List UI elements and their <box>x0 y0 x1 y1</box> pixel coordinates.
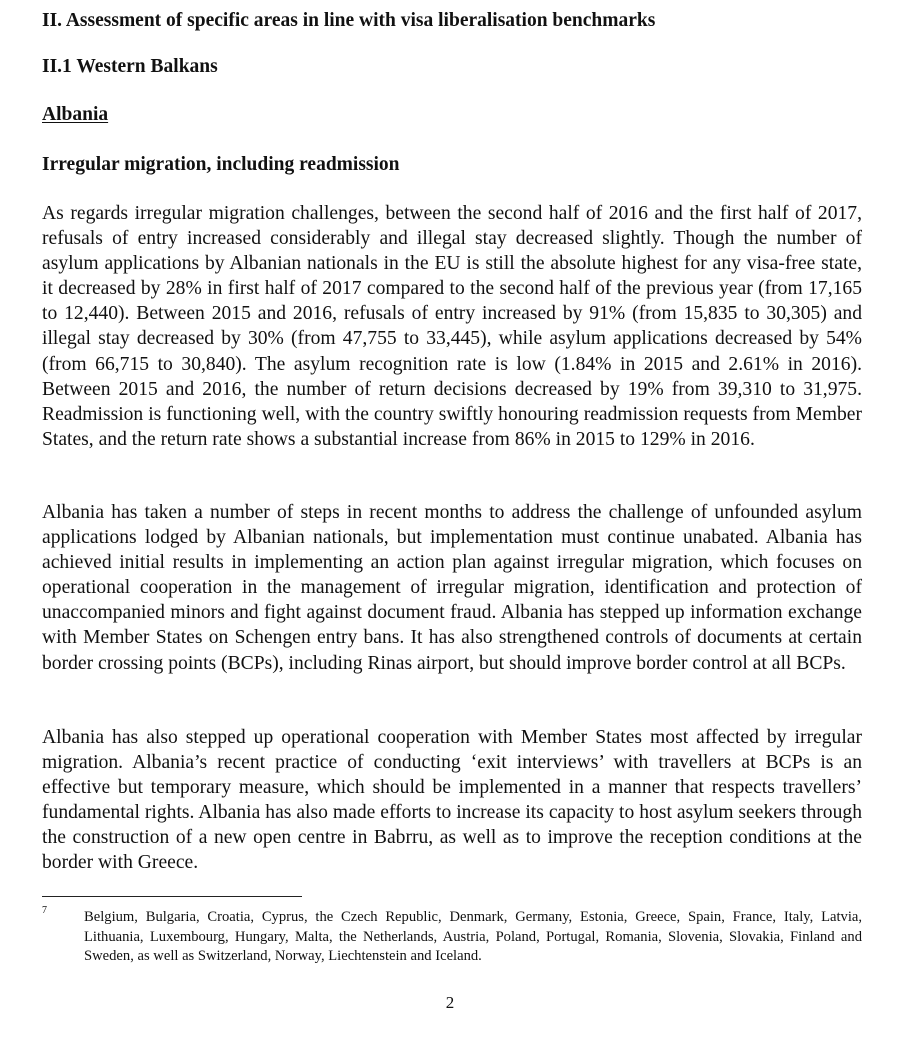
country-heading: Albania <box>42 104 109 125</box>
footnote-text: Belgium, Bulgaria, Croatia, Cyprus, the Czech Republic, Denmark, Germany, Estonia, Greece, Spain, France, Italy, Latvia, Lithuania, Luxembourg, Hungary, Malta, the Netherlands, Austria, Poland, Portugal, Romania, Slovenia, Slovakia, Finland and Sweden, as well as Switzerland, Norway, Liechtenstein and Iceland. <box>84 909 862 965</box>
footnote-divider <box>42 896 302 897</box>
paragraph-operational-cooperation: Albania has also stepped up operational cooperation with Member States most affected by irregular migration. Albania’s recent practice of conducting ‘exit interviews’ with travellers at BCPs is an effective but temporary measure, which should be implemented in a manner that respects travellers’ fundamental rights. Albania has also made efforts to increase its capacity to host asylum seekers through the construction of a new open centre in Babrru, as well as to improve the reception conditions at the border with Greece. <box>42 727 862 874</box>
paragraph-statistics: As regards irregular migration challenges, between the second half of 2016 and the first half of 2017, refusals of entry increased considerably and illegal stay decreased slightly. Though the number of asylum applications by Albanian nationals in the EU is still the absolute highest for any visa-free state, it decreased by 28% in first half of 2017 compared to the second half of the previous year (from 17,165 to 12,440). Between 2015 and 2016, refusals of entry increased by 91% (from 15,835 to 30,305) and illegal stay decreased by 30% (from 47,755 to 33,445), while asylum applications decreased by 54% (from 66,715 to 30,840). The asylum recognition rate is low (1.84% in 2015 and 2.61% in 2016). Between 2015 and 2016, the number of return decisions decreased by 19% from 39,310 to 31,975. Readmission is functioning well, with the country swiftly honouring readmission requests from Member States, and the return rate shows a substantial increase from 86% in 2015 to 129% in 2016. <box>42 203 862 450</box>
topic-heading: Irregular migration, including readmission <box>42 154 400 175</box>
subsection-heading: II.1 Western Balkans <box>42 56 218 77</box>
page-number: 2 <box>445 993 455 1012</box>
paragraph-steps-taken: Albania has taken a number of steps in recent months to address the challenge of unfounded asylum applications lodged by Albanian nationals, but implementation must continue unabated. Albania has achieved initial results in implementing an action plan against irregular migration, which focuses on operational cooperation in the management of irregular migration, identification and protection of unaccompanied minors and fight against document fraud. Albania has stepped up information exchange with Member States on Schengen entry bans. It has also strengthened controls of documents at certain border crossing points (BCPs), including Rinas airport, but should improve border control at all BCPs. <box>42 502 862 674</box>
section-heading: II. Assessment of specific areas in line with visa liberalisation benchmarks <box>42 10 656 31</box>
footnote-number: 7 <box>42 905 47 916</box>
